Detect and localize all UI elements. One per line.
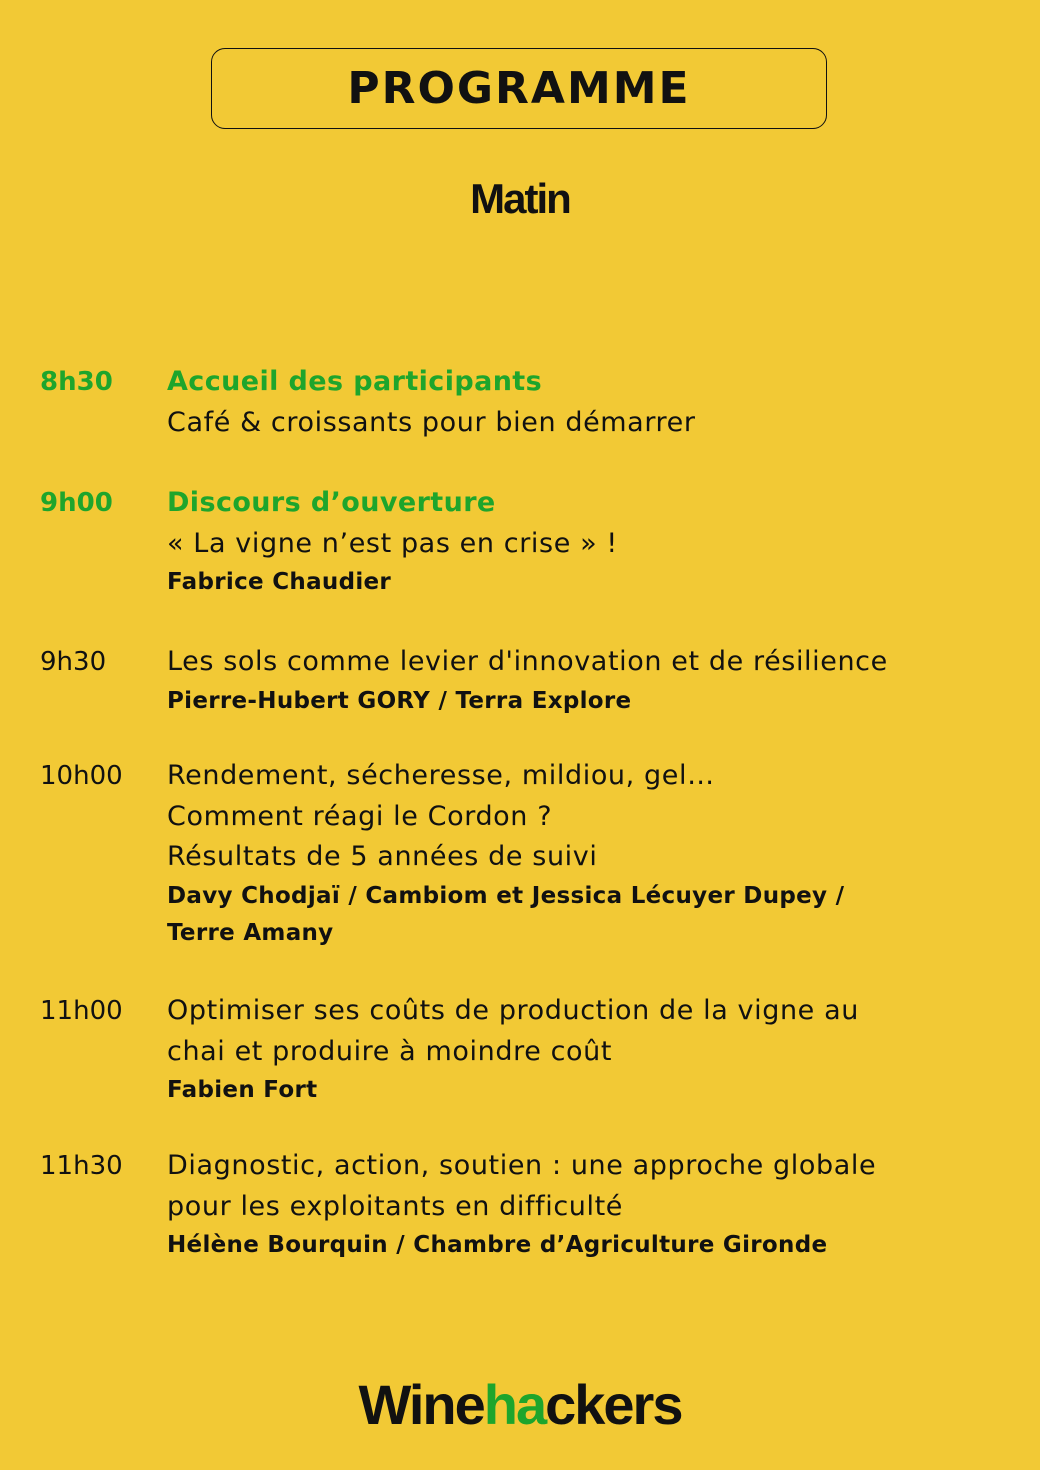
schedule-speaker: Fabien Fort — [167, 1077, 318, 1103]
schedule-content — [167, 642, 987, 720]
schedule-content — [167, 483, 987, 601]
schedule-time: 8h30 — [40, 367, 113, 397]
schedule-content — [167, 362, 987, 443]
page-title: PROGRAMME — [347, 63, 691, 114]
schedule-description: Optimiser ses coûts de production de la vigne au — [167, 995, 859, 1026]
schedule-speaker: Hélène Bourquin / Chambre d’Agriculture Gironde — [167, 1232, 828, 1258]
schedule-content — [167, 756, 987, 952]
schedule-time: 11h30 — [40, 1151, 123, 1181]
schedule-content — [167, 1146, 987, 1264]
schedule-time: 10h00 — [40, 761, 123, 791]
schedule-description: pour les exploitants en difficulté — [167, 1190, 623, 1222]
schedule-description: Comment réagi le Cordon ? — [167, 800, 553, 832]
logo-part-wine: Wine — [358, 1373, 484, 1436]
schedule-title: Accueil des participants — [167, 366, 543, 397]
logo-part-ha: ha — [483, 1373, 546, 1436]
schedule-description: Café & croissants pour bien démarrer — [167, 406, 696, 438]
logo-part-ckers: ckers — [545, 1373, 682, 1436]
winehackers-logo — [0, 1372, 1040, 1437]
schedule-title: Discours d’ouverture — [167, 487, 496, 518]
section-subtitle: Matin — [470, 175, 570, 222]
schedule-time: 11h00 — [40, 996, 123, 1026]
schedule-speaker: Pierre-Hubert GORY / Terra Explore — [167, 687, 632, 714]
schedule-description: Rendement, sécheresse, mildiou, gel… — [167, 760, 715, 791]
schedule-time: 9h30 — [40, 647, 107, 677]
schedule-speaker: Davy Chodjaï / Cambiom et Jessica Lécuyer Dupey / — [167, 882, 845, 909]
schedule-description: Les sols comme levier d'innovation et de résilience — [167, 646, 888, 677]
schedule-description: Résultats de 5 années de suivi — [167, 841, 598, 872]
schedule-speaker: Terre Amany — [167, 919, 334, 946]
schedule-time: 9h00 — [40, 488, 113, 518]
schedule-content — [167, 991, 987, 1109]
title-box — [211, 48, 827, 129]
schedule-description: chai et produire à moindre coût — [167, 1035, 613, 1067]
schedule-description: Diagnostic, action, soutien : une approche globale — [167, 1150, 877, 1181]
schedule-speaker: Fabrice Chaudier — [167, 569, 392, 595]
schedule-description: « La vigne n’est pas en crise » ! — [167, 527, 618, 559]
